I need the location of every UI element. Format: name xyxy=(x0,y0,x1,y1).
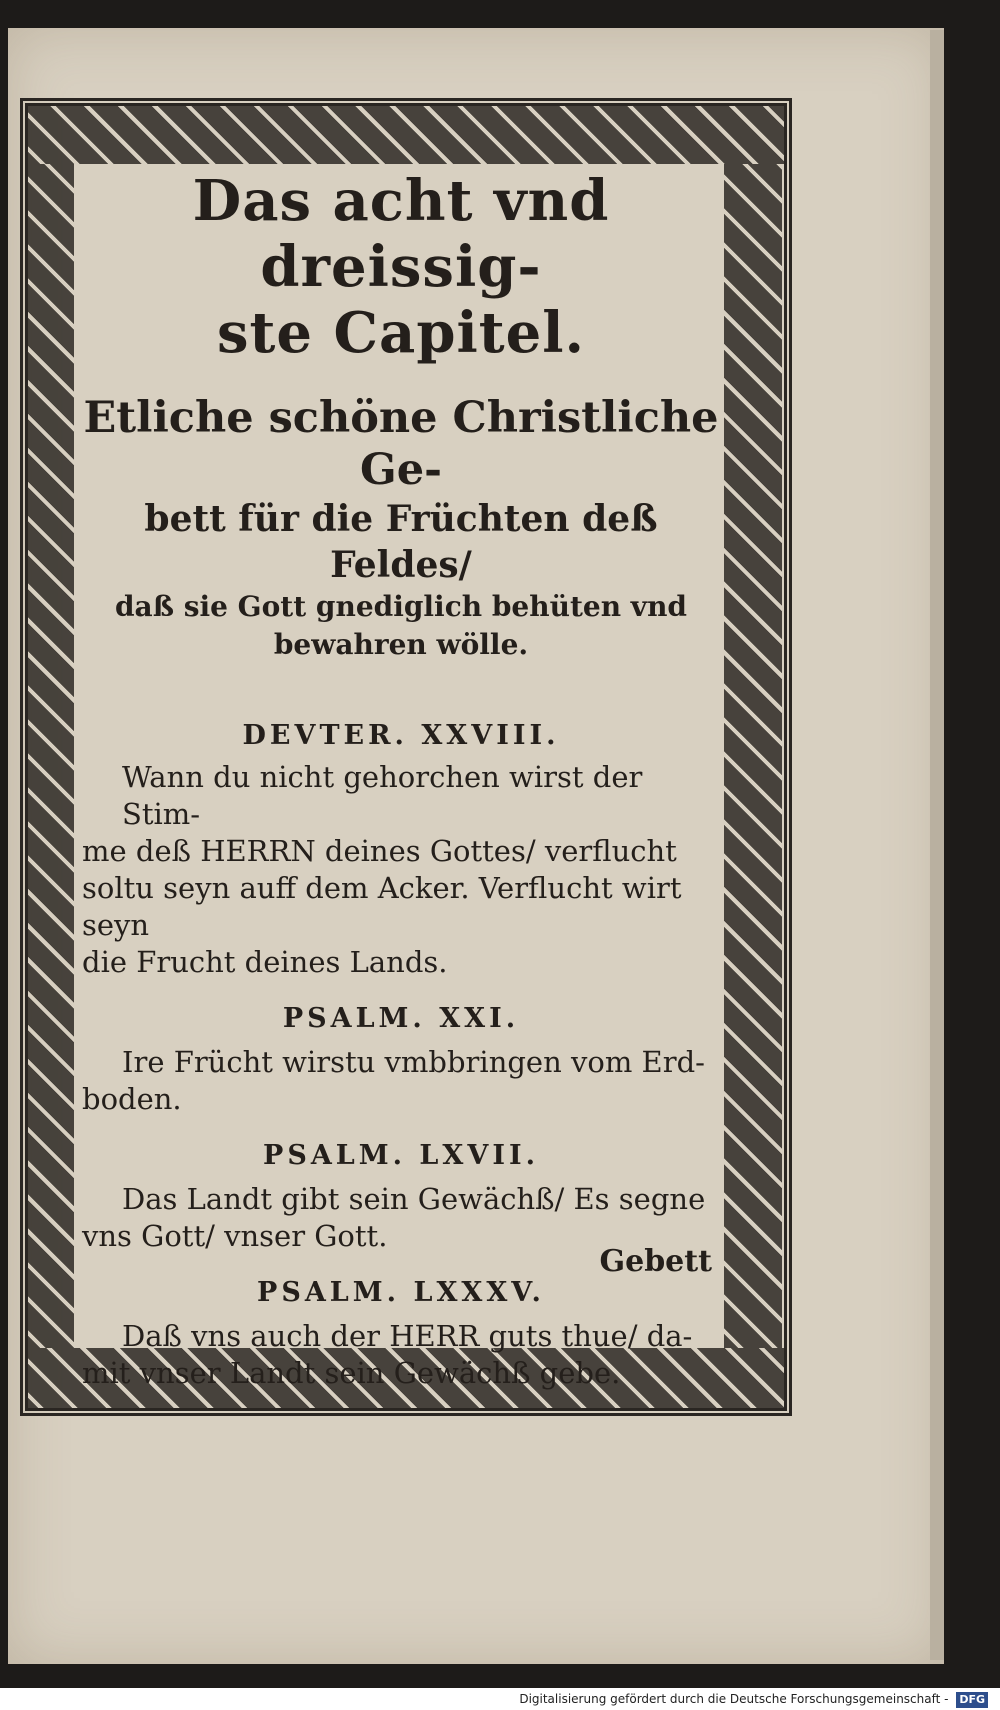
verse-line: boden. xyxy=(82,1082,182,1116)
verse-line: Das Landt gibt sein Gewächß/ Es segne xyxy=(122,1182,706,1216)
catchword: Gebett xyxy=(599,1244,712,1279)
subtitle-line: Etliche schöne Christliche Ge- xyxy=(83,393,719,495)
dfg-logo: DFG xyxy=(956,1692,988,1708)
verse-line: mit vnser Landt sein Gewächß gebe. xyxy=(82,1356,621,1390)
chapter-title-line: ste Capitel. xyxy=(216,300,586,366)
verse-line: die Frucht deines Lands. xyxy=(82,945,448,979)
page-text xyxy=(82,160,720,1390)
digitization-footer xyxy=(0,1688,1000,1710)
verse-line: vns Gott/ vnser Gott. xyxy=(82,1219,388,1253)
subtitle-line: daß sie Gott gnediglich behüten vnd xyxy=(114,590,688,623)
chapter-subtitle xyxy=(82,392,720,664)
scripture-verse xyxy=(82,1044,720,1118)
subtitle-line: bett für die Früchten deß Feldes/ xyxy=(144,498,658,586)
verse-line: Wann du nicht gehorchen wirst der Stim- xyxy=(122,760,643,831)
page-edge xyxy=(930,30,944,1660)
verse-line: Ire Frücht wirstu vmbbringen vom Erd- xyxy=(122,1045,705,1079)
verse-line: Daß vns auch der HERR guts thue/ da- xyxy=(122,1319,693,1353)
chapter-title-line: Das acht vnd dreissig- xyxy=(192,168,610,300)
scripture-reference: PSALM. LXVII. xyxy=(263,1140,539,1171)
chapter-title xyxy=(82,160,720,366)
scripture-verse xyxy=(82,759,720,981)
scripture-reference: PSALM. LXXXV. xyxy=(257,1277,545,1308)
verse-line: soltu seyn auff dem Acker. Verflucht wirt seyn xyxy=(82,871,682,942)
scripture-reference: PSALM. XXI. xyxy=(282,1003,520,1034)
verse-line: me deß HERRN deines Gottes/ verflucht xyxy=(82,834,677,868)
subtitle-line: bewahren wölle. xyxy=(273,628,529,661)
scripture-verse xyxy=(82,1318,720,1392)
footer-text: Digitalisierung gefördert durch die Deutsche Forschungsgemeinschaft - xyxy=(519,1692,949,1706)
scripture-reference: DEVTER. XXVIII. xyxy=(242,720,560,751)
